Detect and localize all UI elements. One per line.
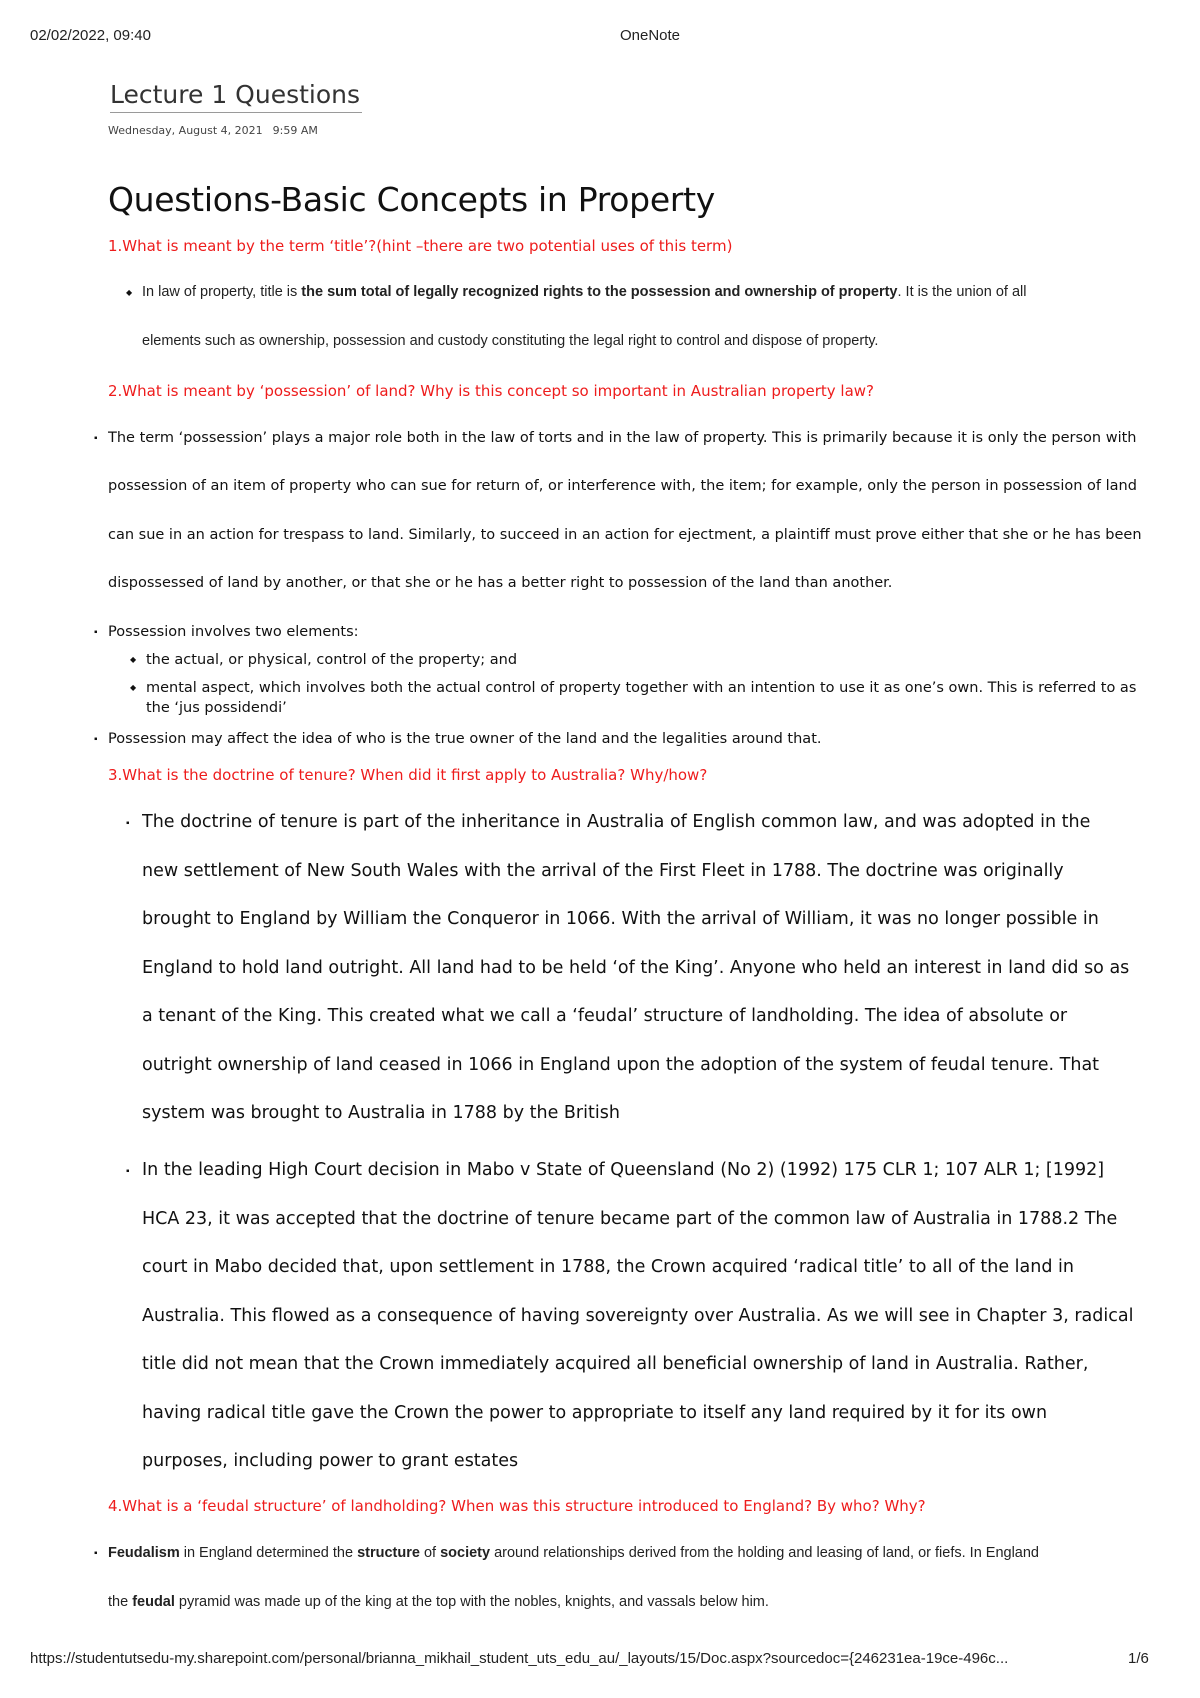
q4-answer-line-1: Feudalism in England determined the structure of society around relationships derived from the holding and leasing of land, or fiefs. In England: [108, 1545, 1039, 1561]
q1-answer-line-1: In law of property, title is the sum total of legally recognized rights to the possession and ownership of property. It is the union of all: [142, 284, 1027, 300]
q3-para-1-line-7: system was brought to Australia in 1788 by the British: [142, 1103, 620, 1123]
bullet-icon: ▪: [94, 1548, 98, 1559]
bullet-icon: ▪: [126, 818, 130, 829]
q3-para-2-line-4: Australia. This flowed as a consequence of having sovereignty over Australia. As we will see in Chapter 3, radical: [142, 1306, 1134, 1326]
q3-para-2-line-5: title did not mean that the Crown immediately acquired all beneficial ownership of land in Australia. Rather,: [142, 1354, 1089, 1374]
q2-para-3: Possession may affect the idea of who is the true owner of the land and the legalities around that.: [108, 731, 822, 747]
question-2: 2.What is meant by ‘possession’ of land? Why is this concept so important in Australian property law?: [108, 382, 875, 400]
title-underline: [110, 112, 362, 113]
bullet-icon: ▪: [94, 627, 98, 638]
print-app-name: OneNote: [619, 27, 681, 44]
q3-para-1-line-5: a tenant of the King. This created what we call a ‘feudal’ structure of landholding. The idea of absolute or: [142, 1006, 1068, 1026]
bullet-icon: ▪: [94, 734, 98, 745]
bullet-icon: ▪: [94, 433, 98, 444]
q2-element-1: the actual, or physical, control of the property; and: [146, 652, 518, 668]
q3-para-1-line-2: new settlement of New South Wales with the arrival of the First Fleet in 1788. The doctrine was originally: [142, 861, 1064, 881]
q4-answer-line-2: the feudal pyramid was made up of the king at the top with the nobles, knights, and vassals below him.: [108, 1594, 769, 1610]
bullet-icon: ◆: [130, 655, 137, 664]
footer-page-number: 1/6: [1128, 1650, 1149, 1667]
footer-url: https://studentutsedu-my.sharepoint.com/personal/brianna_mikhail_student_uts_edu_au/_layouts/15/Doc.aspx?sourcedoc={246231ea-19ce-496c...: [30, 1650, 1009, 1667]
page-date: Wednesday, August 4, 2021: [108, 124, 263, 137]
print-datetime: 02/02/2022, 09:40: [30, 27, 151, 44]
q3-para-1-line-3: brought to England by William the Conqueror in 1066. With the arrival of William, it was no longer possible in: [142, 909, 1099, 929]
page-title: Lecture 1 Questions: [110, 80, 361, 109]
q1-answer-bold: the sum total of legally recognized rights to the possession and ownership of property: [301, 284, 898, 300]
q2-para-line-3: can sue in an action for trespass to land. Similarly, to succeed in an action for ejectment, a plaintiff must prove either that she or he has been: [108, 527, 1142, 543]
q2-element-2-line-1: mental aspect, which involves both the actual control of property together with an intention to use it as one’s own. This is referred to as: [146, 680, 1137, 696]
q3-para-2-line-7: purposes, including power to grant estates: [142, 1451, 519, 1471]
page-time: 9:59 AM: [272, 124, 318, 137]
q3-para-1-line-4: England to hold land outright. All land had to be held ‘of the King’. Anyone who held an interest in land did so as: [142, 958, 1130, 978]
q1-answer-line-2: elements such as ownership, possession and custody constituting the legal right to control and dispose of property.: [142, 333, 879, 349]
question-4: 4.What is a ‘feudal structure’ of landholding? When was this structure introduced to England? By who? Why?: [108, 1497, 926, 1515]
q2-element-2-line-2: the ‘jus possidendi’: [146, 700, 287, 716]
q3-para-2-line-2: HCA 23, it was accepted that the doctrine of tenure became part of the common law of Australia in 1788.2 The: [142, 1209, 1118, 1229]
q3-para-1-line-1: The doctrine of tenure is part of the inheritance in Australia of English common law, and was adopted in the: [142, 812, 1091, 832]
question-3: 3.What is the doctrine of tenure? When did it first apply to Australia? Why/how?: [108, 766, 708, 784]
q2-elements-intro: Possession involves two elements:: [108, 624, 359, 640]
q3-para-1-line-6: outright ownership of land ceased in 1066 in England upon the adoption of the system of feudal tenure. That: [142, 1055, 1100, 1075]
q3-para-2-line-6: having radical title gave the Crown the power to appropriate to itself any land required by it for its own: [142, 1403, 1048, 1423]
section-heading: Questions-Basic Concepts in Property: [108, 180, 715, 219]
q2-para-line-1: The term ‘possession’ plays a major role both in the law of torts and in the law of property. This is primarily because it is only the person with: [108, 430, 1137, 446]
page-date-time: [108, 124, 318, 137]
bullet-icon: ◆: [126, 288, 133, 297]
bullet-icon: ▪: [126, 1166, 130, 1177]
q2-para-line-2: possession of an item of property who can sue for return of, or interference with, the item; for example, only the person in possession of land: [108, 478, 1137, 494]
q3-para-2-line-1: In the leading High Court decision in Mabo v State of Queensland (No 2) (1992) 175 CLR 1; 107 ALR 1; [1992]: [142, 1160, 1105, 1180]
q3-para-2-line-3: court in Mabo decided that, upon settlement in 1788, the Crown acquired ‘radical title’ to all of the land in: [142, 1257, 1074, 1277]
bullet-icon: ◆: [130, 683, 137, 692]
question-1: 1.What is meant by the term ‘title’?(hint –there are two potential uses of this term): [108, 237, 733, 255]
q2-para-line-4: dispossessed of land by another, or that she or he has a better right to possession of the land than another.: [108, 575, 893, 591]
